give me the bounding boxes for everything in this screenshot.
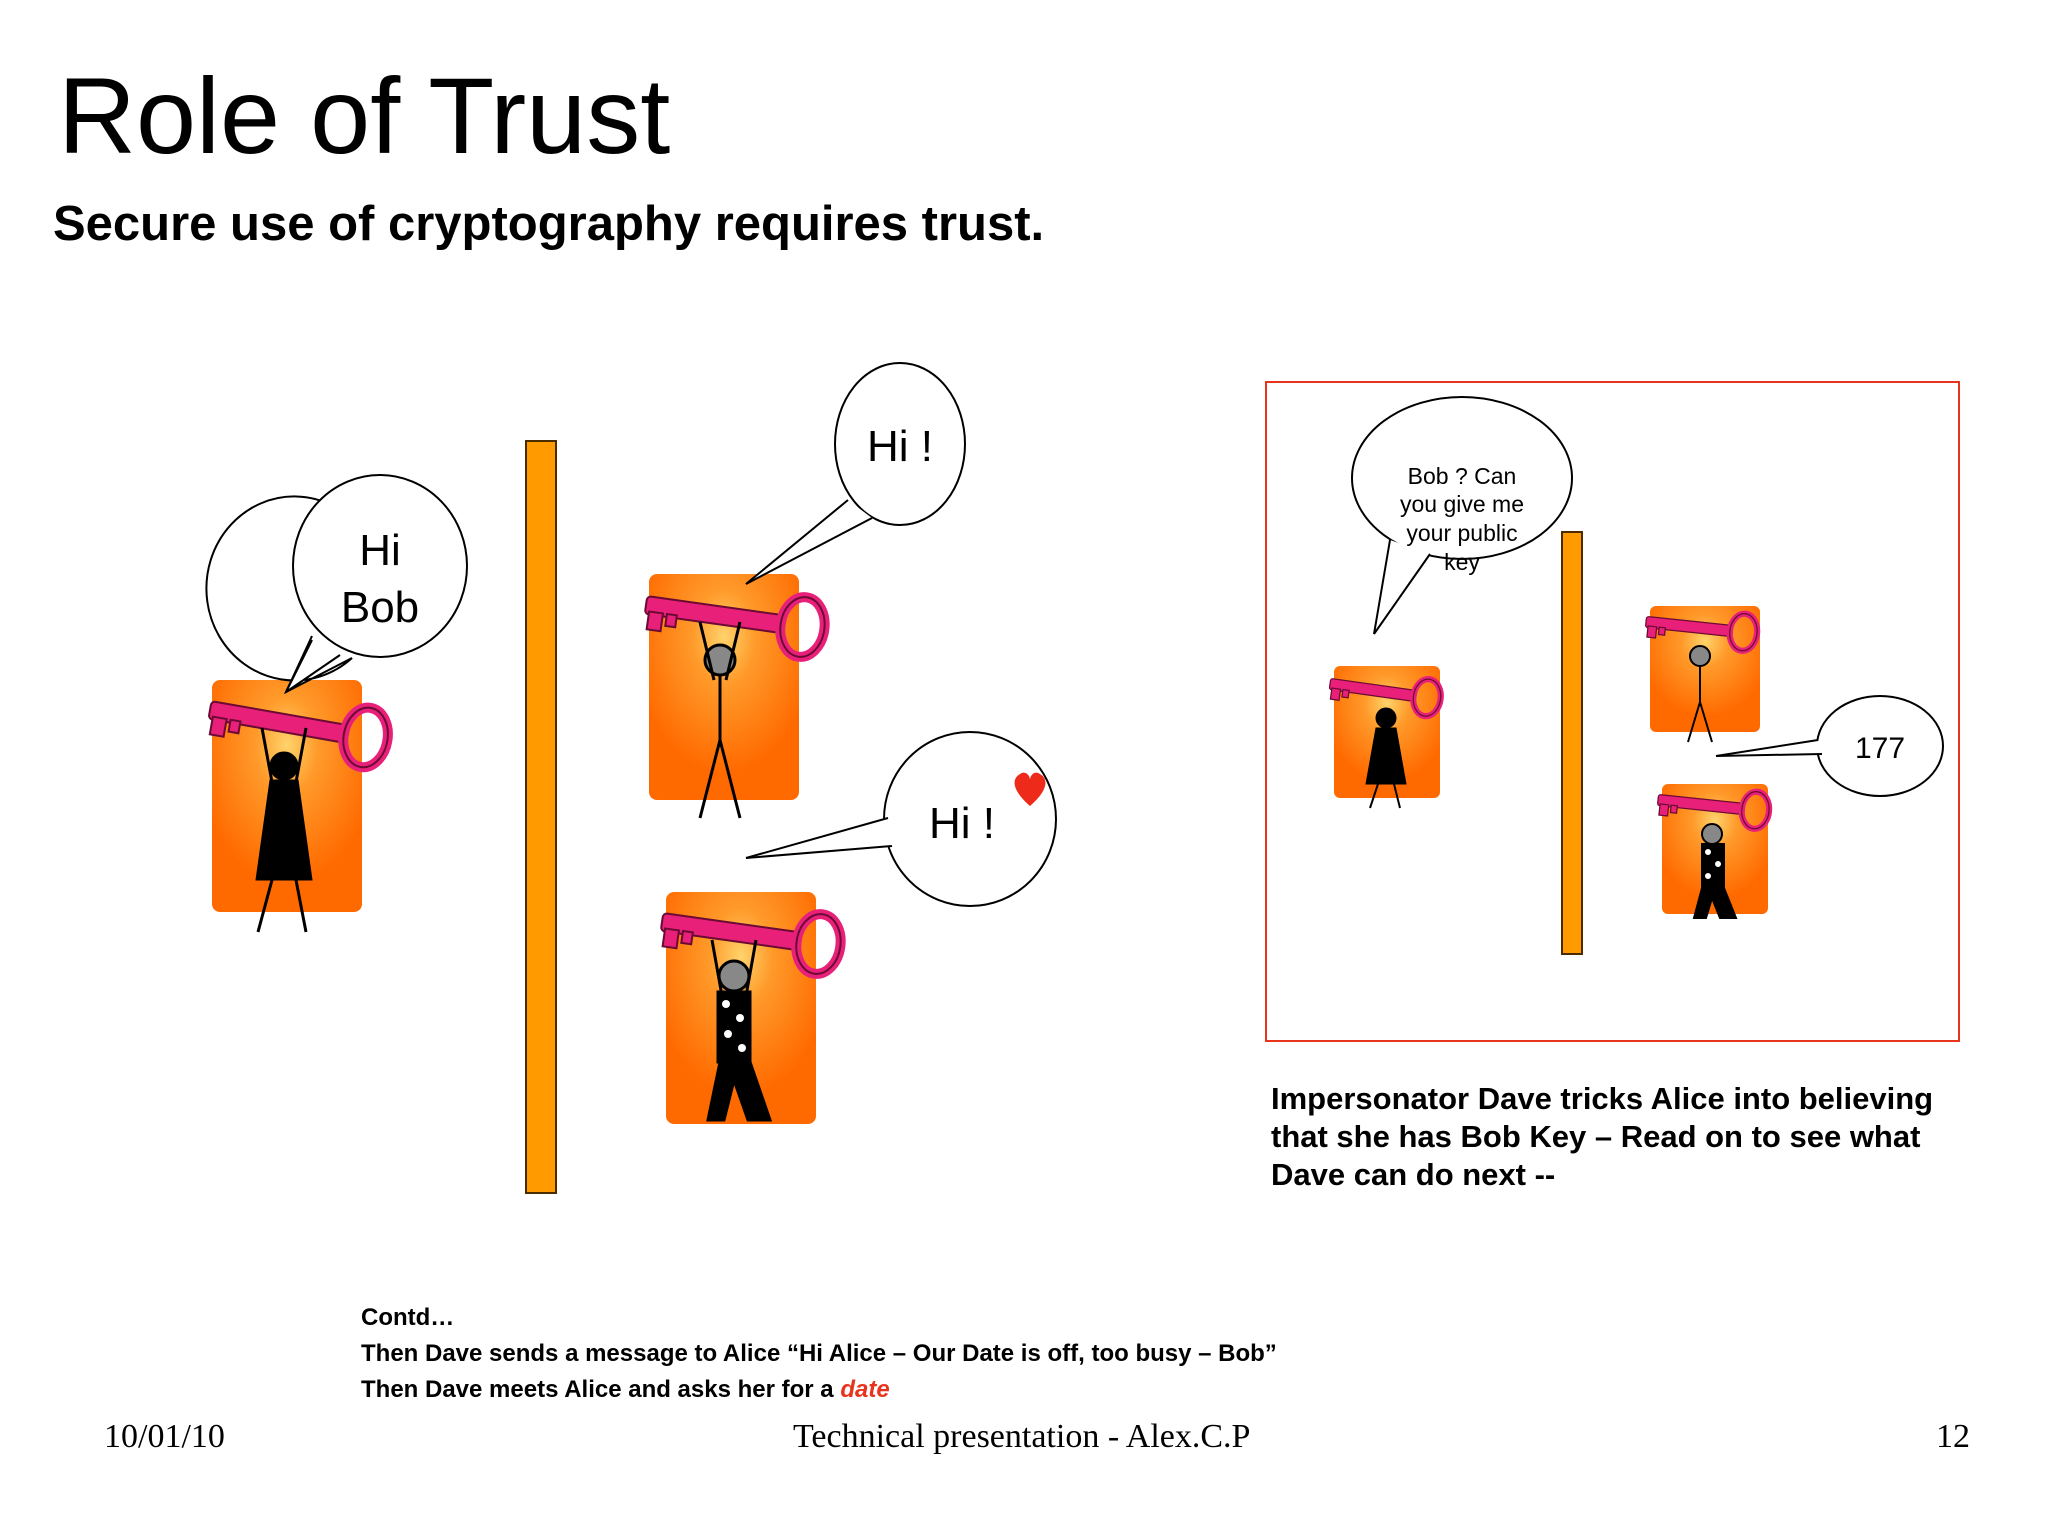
- dave-card: [1656, 782, 1771, 918]
- bob-card: [642, 574, 829, 818]
- highlight-word: date: [840, 1376, 890, 1403]
- slide-title: Role of Trust: [58, 55, 671, 176]
- bubble-text-line: you give me: [1399, 491, 1525, 517]
- bubble-text-line: your public: [1406, 520, 1518, 546]
- page-number: 12: [1936, 1418, 1970, 1455]
- contd-line: [361, 1372, 1277, 1408]
- footer-title: Technical presentation - Alex.C.P: [793, 1418, 1251, 1455]
- speech-bubble-alice: [206, 475, 467, 692]
- bubble-text-line: Bob: [340, 583, 420, 632]
- bubble-text-line: Hi: [359, 526, 401, 575]
- scenario-caption: Impersonator Dave tricks Alice into believing that she has Bob Key – Read on to see what Dave can do next --: [1271, 1081, 1934, 1192]
- contd-line-text: Then Dave meets Alice and asks her for a: [361, 1376, 841, 1403]
- bob-card: [1644, 604, 1760, 742]
- continuation-notes: [361, 1300, 1277, 1408]
- bubble-text: Hi !: [929, 799, 995, 848]
- alice-card: [1327, 666, 1443, 808]
- slide-subtitle: Secure use of cryptography requires trust.: [53, 197, 1045, 251]
- bubble-text: Hi !: [867, 422, 933, 471]
- alice-card: [205, 680, 393, 932]
- footer-date: 10/01/10: [104, 1418, 225, 1455]
- wall: [526, 441, 556, 1193]
- speech-bubble-bob: [746, 363, 965, 584]
- bubble-text-line: key: [1444, 549, 1480, 575]
- contd-line: Then Dave sends a message to Alice “Hi Alice – Our Date is off, too busy – Bob”: [361, 1340, 1277, 1367]
- speech-bubble-alice: [1352, 397, 1572, 634]
- dave-card: [658, 892, 845, 1124]
- wall: [1562, 532, 1582, 954]
- bubble-text: 177: [1854, 732, 1906, 765]
- contd-line: Contd…: [361, 1304, 455, 1331]
- bubble-text-line: Bob ? Can: [1407, 463, 1517, 489]
